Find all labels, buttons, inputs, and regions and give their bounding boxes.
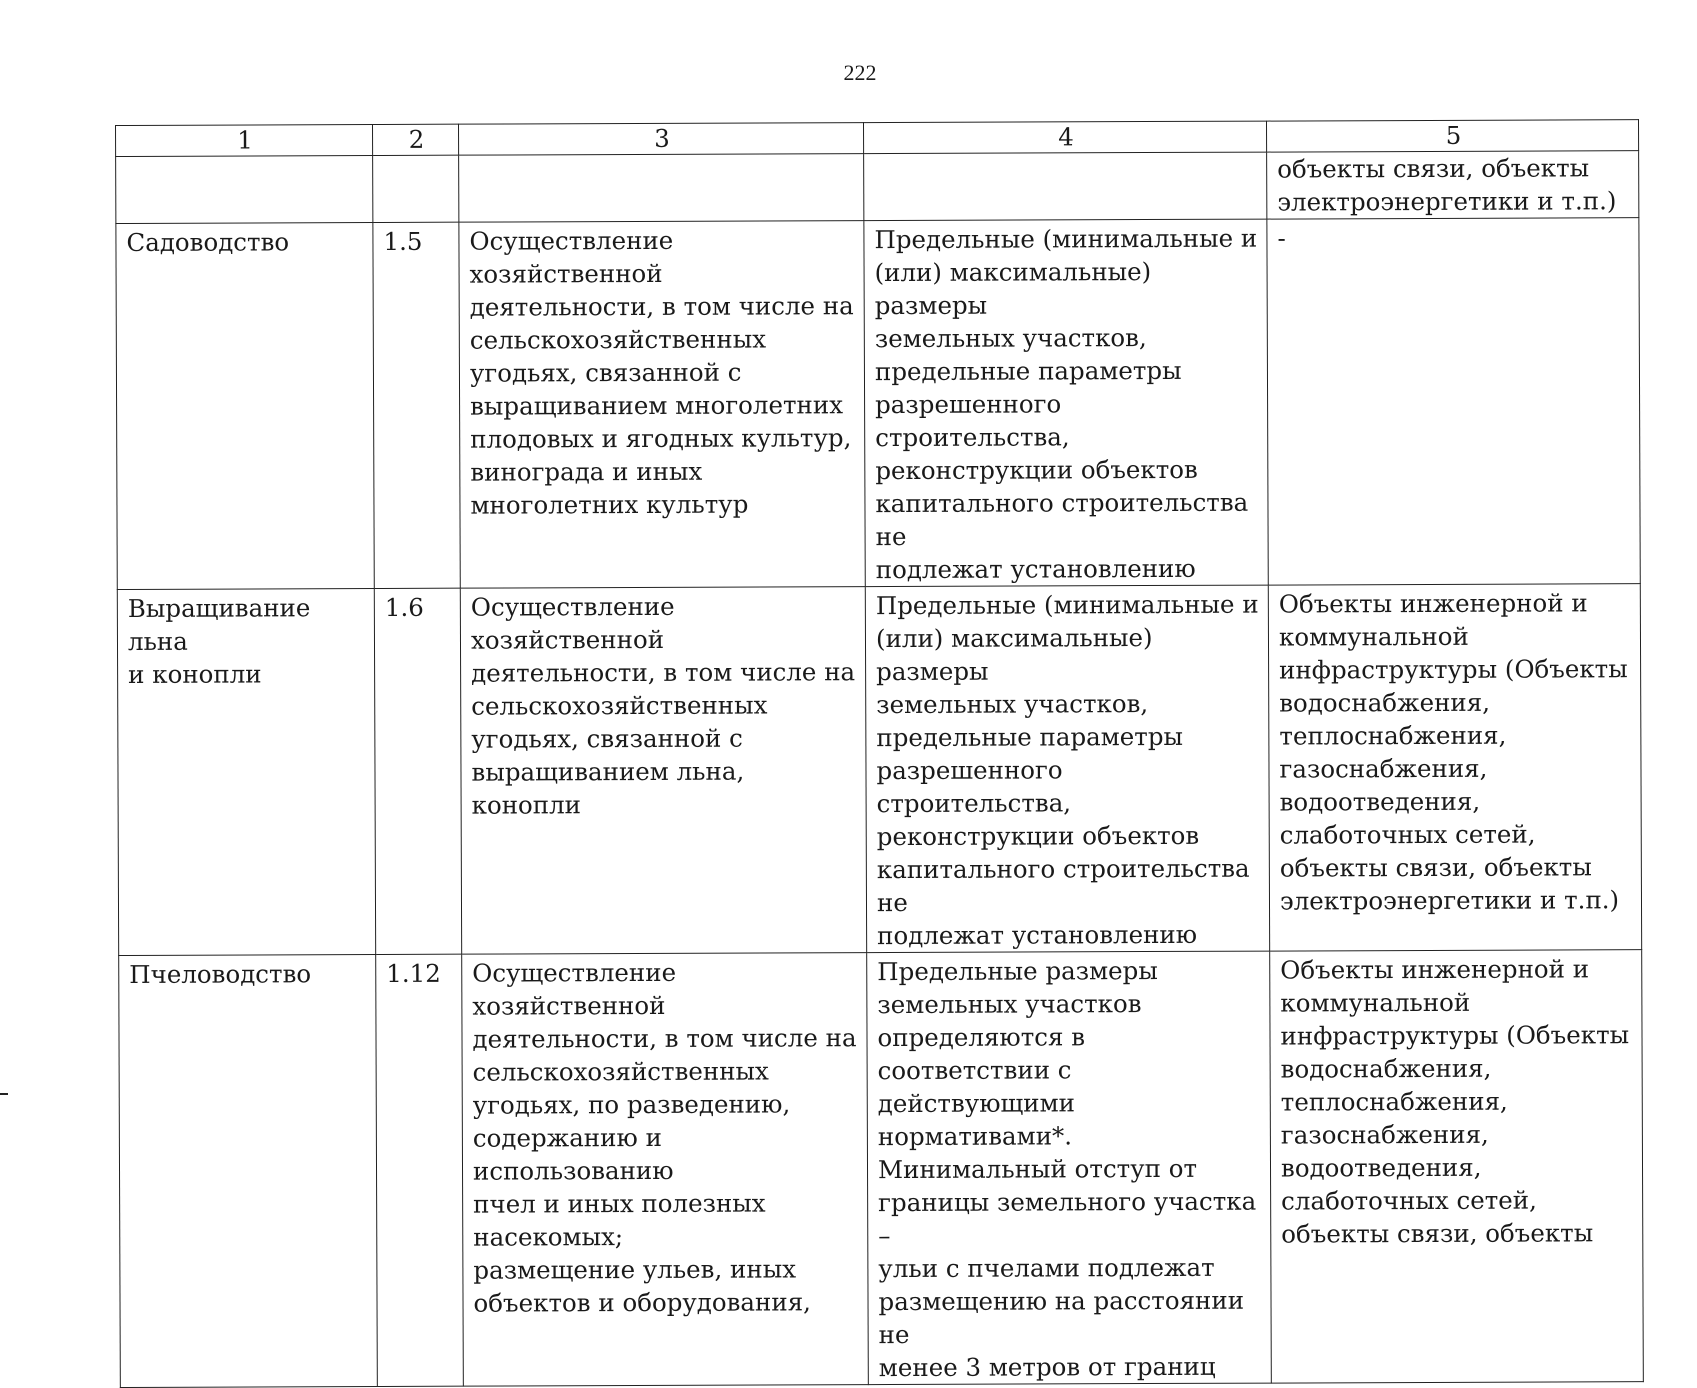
table-row-continuation <box>116 151 1639 224</box>
use-code-cell: 1.6 <box>374 588 461 954</box>
use-description-cell: Осуществление хозяйственной деятельности, в том числе на сельскохозяйственных угодьях, по разведению, содержанию и использованию пчел и иных полезных насекомых; размещение ульев, иных объектов и оборудования, <box>462 953 869 1387</box>
use-description-cell <box>459 154 864 223</box>
objects-cell: Объекты инженерной и коммунальной инфраструктуры (Объекты водоснабжения, теплоснабжения, газоснабжения, водоотведения, слаботочных сетей, объекты связи, объекты электроэнергетики и т.п.) <box>1268 584 1641 951</box>
parameters-cell: Предельные размеры земельных участков определяются в соответствии с действующими нормативами*. Минимальный отступ от границы земельного участка – ульи с пчелами подлежат размещению на расстоянии не менее 3 метров от границ <box>867 951 1272 1385</box>
column-header: 3 <box>458 123 863 156</box>
zoning-table <box>115 119 1644 1388</box>
page-number: 222 <box>843 60 877 85</box>
use-code-cell: 1.12 <box>376 954 464 1386</box>
use-name-cell <box>116 156 373 224</box>
parameters-cell: Предельные (минимальные и (или) максимальные) размеры земельных участков, предельные параметры разрешенного строительства, реконструкции объектов капитального строительства не подлежат установлению <box>865 585 1269 953</box>
margin-mark <box>0 1093 8 1095</box>
use-name-cell: Садоводство <box>116 223 374 590</box>
table-row <box>119 950 1644 1388</box>
parameters-cell <box>864 152 1267 221</box>
use-name-cell: Выращивание льна и конопли <box>117 589 375 956</box>
use-code-cell <box>373 155 459 222</box>
column-header: 1 <box>116 125 373 157</box>
column-header: 5 <box>1266 120 1638 152</box>
objects-cell: - <box>1267 218 1640 585</box>
use-code-cell: 1.5 <box>373 222 460 588</box>
table-row <box>116 218 1640 590</box>
use-description-cell: Осуществление хозяйственной деятельности, в том числе на сельскохозяйственных угодьях, связанной с выращиванием многолетних плодовых и ягодных культур, винограда и иных многолетних культур <box>459 221 865 589</box>
column-header: 4 <box>863 121 1266 154</box>
objects-cell: объекты связи, объекты электроэнергетики и т.п.) <box>1267 151 1639 219</box>
use-name-cell: Пчеловодство <box>119 955 378 1388</box>
objects-cell: Объекты инженерной и коммунальной инфраструктуры (Объекты водоснабжения, теплоснабжения, газоснабжения, водоотведения, слаботочных сетей, объекты связи, объекты <box>1270 950 1644 1383</box>
column-header: 2 <box>373 124 459 155</box>
use-description-cell: Осуществление хозяйственной деятельности, в том числе на сельскохозяйственных угодьях, связанной с выращиванием льна, конопли <box>460 587 866 955</box>
table-row <box>117 584 1641 956</box>
parameters-cell: Предельные (минимальные и (или) максимальные) размеры земельных участков, предельные параметры разрешенного строительства, реконструкции объектов капитального строительства не подлежат установлению <box>864 219 1268 587</box>
